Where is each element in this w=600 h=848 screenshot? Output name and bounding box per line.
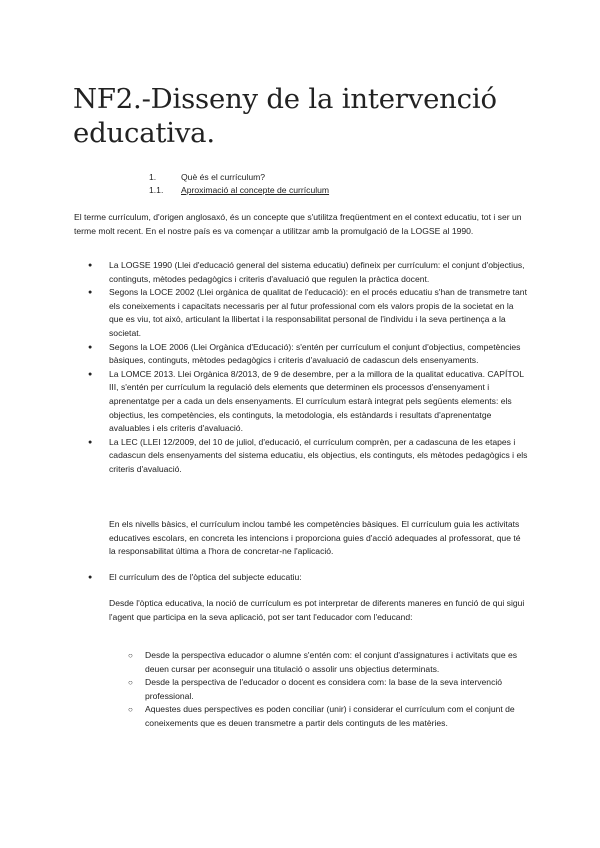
- toc-item-1-label: Què és el currículum?: [181, 172, 266, 182]
- toc-item-1: [149, 172, 449, 184]
- toc-item-1-number: 1.: [149, 172, 157, 182]
- perspectives-list: [128, 649, 528, 731]
- list-item: ● La LEC (LLEI 12/2009, del 10 de juliol, d'educació, el currículum comprèn, per a cadascuna de les etapes i cadascun dels ensenyaments del sistema educatiu, els objectius, els continguts, els mètodes pedagògics i els criteris d'avaluació.: [74, 436, 528, 477]
- list-item: ● La LOGSE 1990 (Llei d'educació general del sistema educatiu) defineix per currículum: el conjunt d'objectius, continguts, mètodes pedagògics i criteris d'avaluació que regulen la pràctica docent.: [74, 259, 528, 286]
- list-item: ○ Aquestes dues perspectives es poden conciliar (unir) i considerar el currículum com el conjunt de coneixements que es deuen transmetre a partir dels continguts de les matèries.: [128, 703, 528, 730]
- list-item: ● La LOMCE 2013. Llei Orgànica 8/2013, de 9 de desembre, per a la millora de la qualitat educativa. CAPÍTOL III, s'entén per currículum la regulació dels elements que determinen els processos d'ensenyament i aprenentatge per a cada un dels ensenyaments. El currículum estarà integrat pels següents elements: els objectius, les competències, els continguts, la metodologia, els estàndards i resultats d'aprenentatge avaluables i els criteris d'avaluació.: [74, 368, 528, 436]
- list-item: ○ Desde la perspectiva educador o alumne s'entén com: el conjunt d'assignatures i activitats que es deuen cursar per aconseguir una titulació o assolir uns objectius determinats.: [128, 649, 528, 676]
- toc-item-1-1-label: Aproximació al concepte de currículum: [181, 185, 330, 195]
- page-title: NF2.-Disseny de la intervenció educativa.: [73, 83, 497, 149]
- subject-paragraph: Desde l'òptica educativa, la noció de currículum es pot interpretar de diferents maneres en funció de qui sigui l'agent que participa en la seva aplicació, pot ser tant l'educador com l'educand:: [109, 598, 525, 622]
- intro-paragraph: El terme currículum, d'origen anglosaxó, és un concepte que s'utilitza freqüentment en el context educatiu, tot i ser un terme molt recent. En el nostre país es va començar a utilitzar amb la promulgació de la LOGSE al 1990.: [74, 212, 522, 236]
- basics-paragraph: En els nivells bàsics, el currículum inclou també les competències bàsiques. El currículum guia les activitats educatives escolars, en concreta les intencions i proporciona guies d'acció adequades al professorat, que té la responsabilitat última a l'hora de concretar-ne l'aplicació.: [109, 519, 521, 557]
- subject-list: [74, 571, 528, 585]
- toc-item-1-1-number: 1.1.: [149, 185, 164, 195]
- laws-list: [74, 259, 528, 477]
- toc-item-1-1: [149, 185, 469, 197]
- list-item: ● Segons la LOE 2006 (Llei Orgànica d'Educació): s'entén per currículum el conjunt d'objectius, competències bàsiques, continguts, mètodes pedagògics i criteris d'avaluació de cadascun dels ensenyaments.: [74, 341, 528, 368]
- list-item: ● Segons la LOCE 2002 (Llei orgànica de qualitat de l'educació): en el procés educatiu s'han de transmetre tant els coneixements i capacitats necessaris per al futur professional com els valors propis de la societat en la que es viu, tot això, articulant la llibertat i la responsabilitat personal de l'individu i la seva pertinença a la societat.: [74, 286, 528, 340]
- list-item: ● El currículum des de l'òptica del subjecte educatiu:: [74, 571, 528, 585]
- list-item: ○ Desde la perspectiva de l'educador o docent es considera com: la base de la seva intervenció professional.: [128, 676, 528, 703]
